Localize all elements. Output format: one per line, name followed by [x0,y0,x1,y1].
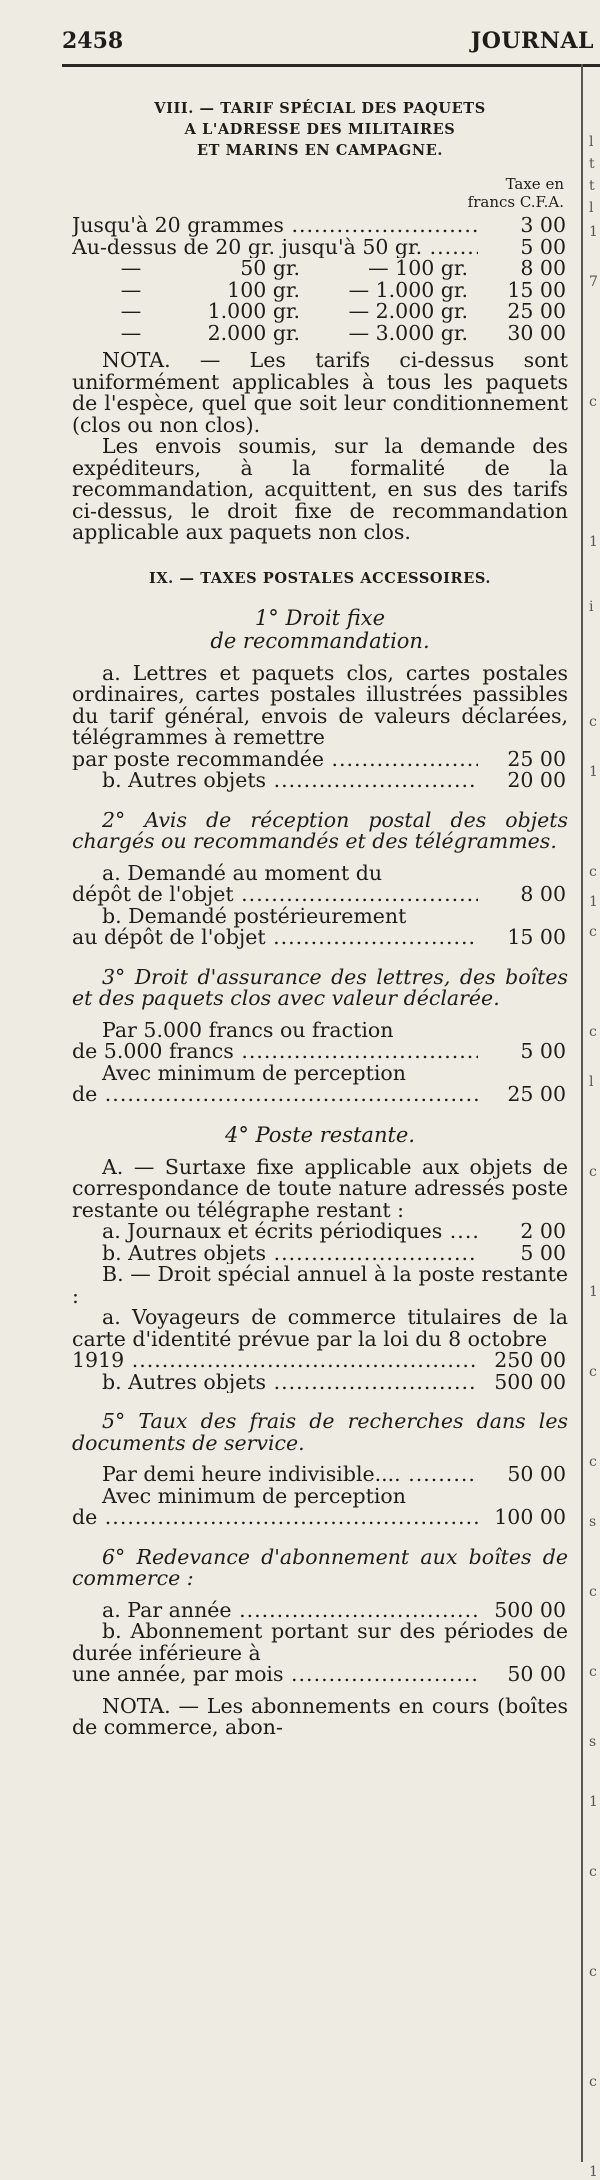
subsection-title: 1° Droit fixe de recommandation. [210,605,430,653]
item-text: Par 5.000 francs ou fraction [102,1017,394,1042]
tariff-row: par poste recommandée ..... 25 00 [72,749,568,771]
journal-title: JOURNAL [470,28,594,54]
subsection-title: 3° Droit d'assurance des lettres, des boîtes et des paquets clos avec valeur déclarée. [72,964,568,1010]
header-rule [62,64,600,67]
section-viii-title: VIII. — TARIF SPÉCIAL DES PAQUETS A L'ADRESSE DES MILITAIRES ET MARINS EN CAMPAGNE. [154,100,486,159]
nota-paragraph: NOTA. — Les abonnements en cours (boîtes de commerce, abon- [72,1693,568,1739]
tariff-row: de ..... 100 00 [72,1507,568,1529]
item-text: a. Lettres et paquets clos, cartes postales ordinaires, cartes postales illustrées passibles du tarif général, envois de valeurs déclarées, télégrammes à remettre [72,660,568,749]
tariff-row: dépôt de l'objet ..... 8 00 [72,884,568,906]
tariff-row: b. Autres objets ..... 20 00 [72,770,568,792]
main-column [72,92,568,1739]
subsection-title: 4° Poste restante. [224,1122,416,1147]
item-text: a. Voyageurs de commerce titulaires de la carte d'identité prévue par la loi du 8 octobre [72,1305,568,1351]
column-divider [581,64,583,2162]
tariff-row: a. Journaux et écrits périodiques ..... 2 00 [72,1221,568,1243]
item-text: B. — Droit spécial annuel à la poste restante : [72,1262,568,1308]
section-ix-title: IX. — TAXES POSTALES ACCESSOIRES. [148,569,492,587]
tariff-row: b. Autres objets ..... 5 00 [72,1243,568,1265]
tariff-row: une année, par mois ..... 50 00 [72,1664,568,1686]
item-text: Avec minimum de perception [102,1060,406,1085]
tariff-row: au dépôt de l'objet ..... 15 00 [72,927,568,949]
tariff-row: Au-dessus de 20 gr. jusqu'à 50 gr. ..... 5 00 [72,237,568,259]
nota-paragraph: NOTA. — Les tarifs ci-dessus sont uniformément applicables à tous les paquets de l'espèce, quel que soit leur conditionnement (clos ou non clos). [72,348,568,437]
tariff-row: Jusqu'à 20 grammes ..... 3 00 [72,215,568,237]
tariff-row: de ..... 25 00 [72,1084,568,1106]
note-paragraph: Les envois soumis, sur la demande des expéditeurs, à la formalité de la recommandation, acquittent, en sus des tarifs ci-dessus, le droit fixe de recommandation applicable aux paquets non clos. [72,434,568,544]
tariff-row: — 50 gr. — 100 gr. 8 00 [120,256,566,280]
tax-column-header: Taxe en francs C.F.A. [467,175,564,211]
item-text: Avec minimum de perception [102,1483,406,1508]
subsection-title: 5° Taux des frais de recherches dans les documents de service. [72,1409,568,1455]
running-header [62,28,600,62]
subsection-title: 6° Redevance d'abonnement aux boîtes de commerce : [72,1544,568,1590]
page-number: 2458 [62,28,124,54]
tariff-row: — 2.000 gr. — 3.000 gr. 30 00 [120,320,566,345]
tariff-row: — 1.000 gr. — 2.000 gr. 25 00 [120,299,566,323]
subsection-title: 2° Avis de réception postal des objets chargés ou recommandés et des télégrammes. [72,807,568,853]
tariff-row: b. Autres objets ..... 500 00 [72,1372,568,1394]
item-text: b. Abonnement portant sur des périodes de durée inférieure à [72,1619,568,1665]
tariff-row: de 5.000 francs ..... 5 00 [72,1041,568,1063]
item-text: a. Demandé au moment du [102,860,383,885]
tariff-row: a. Par année ..... 500 00 [72,1600,568,1622]
tariff-row: — 100 gr. — 1.000 gr. 15 00 [120,277,566,302]
next-column-fragments: l t t l 1 7 c 1 i c 1 c 1 c c l c 1 c c s c c s 1 c c c 1 [589,134,598,2180]
tariff-row: 1919 ..... 250 00 [72,1350,568,1372]
tariff-row: Par demi heure indivisible.... ..... 50 00 [72,1464,568,1486]
item-text: A. — Surtaxe fixe applicable aux objets de correspondance de toute nature adressés poste restante ou télégraphe restant : [72,1154,568,1222]
item-text: b. Demandé postérieurement [102,903,407,928]
